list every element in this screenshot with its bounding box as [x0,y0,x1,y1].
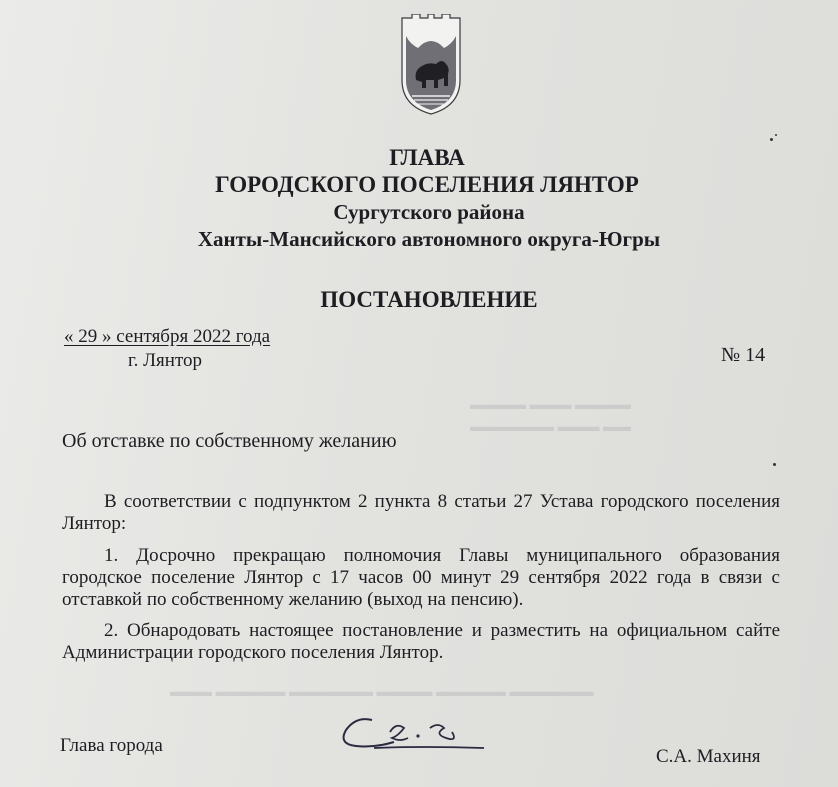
body-intro-paragraph: В соответствии с подпунктом 2 пункта 8 статьи 27 Устава городского поселения Лянтор: [62,491,780,534]
header-district: Сургутского района [333,200,525,224]
header-region: Ханты-Мансийского автономного округа-Югры [197,227,661,251]
document-place: г. Лянтор [128,350,202,371]
document-type-heading: ПОСТАНОВЛЕНИЕ [320,287,538,312]
signatory-title: Глава города [60,735,163,756]
document-number: № 14 [721,344,766,366]
bleed-through-text: ▬▬▬▬ ▬▬▬ ▬▬▬▬ [470,398,631,413]
handwritten-signature [334,702,496,758]
body-item-2: 2. Обнародовать настоящее постановление и разместить на официальном сайте Администрации городского поселения Лянтор. [62,620,780,663]
bleed-through-text: ▬▬▬▬▬▬ ▬▬▬ ▬▬ [470,420,631,435]
paper-speck [770,138,773,141]
bleed-through-text: ▬▬▬ ▬▬▬▬▬ ▬▬▬▬▬▬ ▬▬▬▬ ▬▬▬▬▬ ▬▬▬▬▬▬ [170,685,594,700]
header-title: ГЛАВА [389,145,465,170]
paper-speck [773,463,776,466]
document-date: « 29 » сентября 2022 года [64,326,271,347]
paper-speck [775,134,777,136]
coat-of-arms-bear-icon [398,14,464,116]
signatory-name: С.А. Махиня [656,746,761,767]
header-org: ГОРОДСКОГО ПОСЕЛЕНИЯ ЛЯНТОР [215,172,639,197]
body-item-1: 1. Досрочно прекращаю полномочия Главы муниципального образования городское поселение Лянтор с 17 часов 00 минут 29 сентября 2022 года в связи с отставкой по собственному желанию (выход на пенсию). [62,545,780,610]
document-subject: Об отставке по собственному желанию [62,430,397,452]
